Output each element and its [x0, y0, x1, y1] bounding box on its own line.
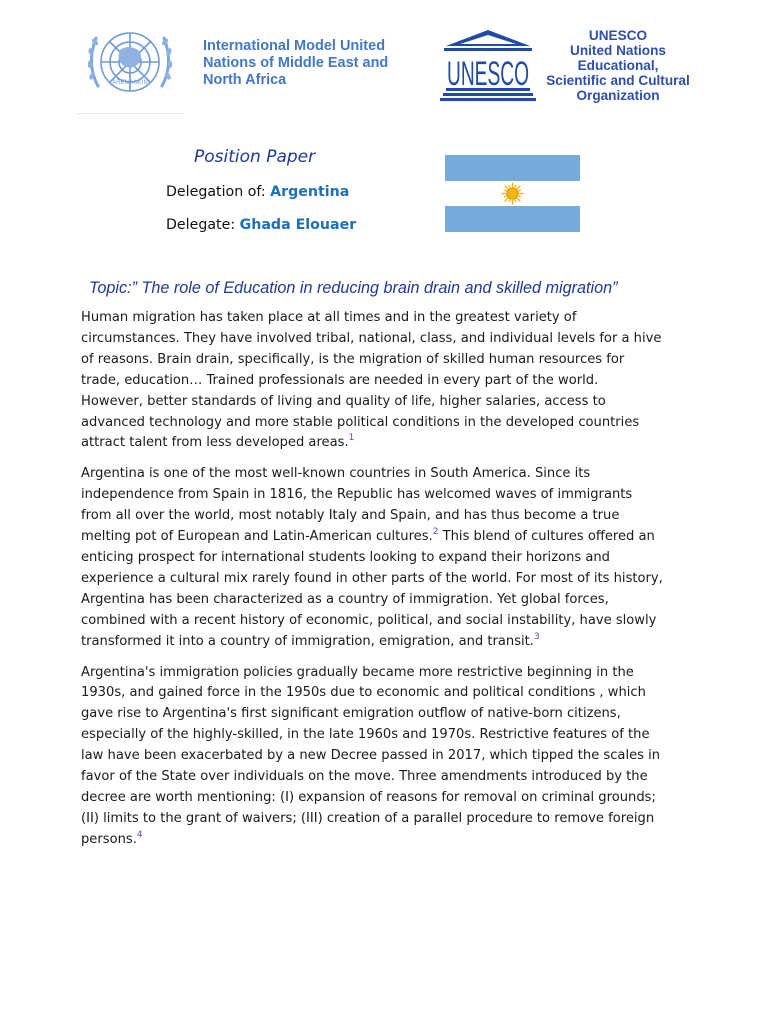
footnote-marker[interactable]: 2: [432, 527, 439, 538]
text-line: circumstances. They have involved tribal, national, class, and individual levels for a hive: [81, 330, 662, 346]
text-segment: attract talent from less developed areas.: [81, 435, 349, 451]
unesco-title-line: Scientific and Cultural: [546, 73, 690, 88]
text-segment: melting pot of European and Latin-American cultures.: [81, 529, 433, 545]
unesco-temple-logo: [440, 28, 536, 102]
imun-title-line: North Africa: [203, 72, 287, 88]
text-line: favor of the State over individuals on the move. Three amendments introduced by the: [81, 769, 648, 785]
text-line: decree are worth mentioning: (I) expansion of reasons for removal on criminal grounds;: [81, 789, 656, 805]
text-segment: persons.: [81, 831, 137, 847]
text-line: [81, 433, 691, 454]
text-line: enticing prospect for international students looking to expand their horizons and: [81, 549, 610, 565]
paragraph-argentina-history: [81, 464, 691, 652]
footnote-marker[interactable]: 1: [348, 433, 355, 444]
delegation-line: [166, 184, 349, 200]
un-emblem-logo: [76, 14, 184, 114]
text-line: However, better standards of living and quality of life, higher salaries, access to: [81, 393, 606, 409]
unesco-organization-title: [536, 28, 700, 103]
text-segment: This blend of cultures offered an: [438, 529, 655, 545]
body-text: [81, 306, 691, 851]
text-line: [81, 830, 691, 851]
delegate-value: Ghada Elouaer: [239, 217, 357, 233]
footnote-marker[interactable]: 4: [136, 829, 143, 840]
text-line: especially of the highly-skilled, in the late 1960s and 1970s. Restrictive features of the: [81, 727, 650, 743]
logo-divider: [76, 113, 184, 114]
text-line: [81, 632, 691, 653]
text-line: trade, education… Trained professionals are needed in every part of the world.: [81, 372, 599, 388]
text-line: independence from Spain in 1816, the Republic has welcomed waves of immigrants: [81, 487, 633, 503]
text-line: from all over the world, most notably Italy and Spain, and has thus become a true: [81, 508, 620, 524]
delegate-line: [166, 217, 356, 233]
position-paper-title: Position Paper: [194, 147, 316, 167]
text-line: of reasons. Brain drain, specifically, is the migration of skilled human resources for: [81, 351, 625, 367]
text-line: law have been exacerbated by a new Decree passed in 2017, which tipped the scales in: [81, 748, 661, 764]
paragraph-immigration-policy: [81, 663, 691, 851]
text-line: [81, 527, 691, 548]
imun-title-line: Nations of Middle East and: [203, 55, 389, 71]
text-line: Argentina is one of the most well-known countries in South America. Since its: [81, 466, 591, 482]
text-line: experience a cultural mix rarely found in other parts of the world. For most of its history,: [81, 570, 663, 586]
unesco-title-line: Organization: [576, 88, 660, 103]
unesco-logo-lettering: UNESCO: [447, 55, 529, 93]
footnote-marker[interactable]: 3: [533, 631, 540, 642]
text-segment: transformed it into a country of immigration, emigration, and transit.: [81, 633, 534, 649]
unesco-title-line: United Nations: [570, 43, 666, 58]
un-logo-lettering: ARENA MUN: [112, 80, 148, 86]
text-line: Argentina's immigration policies gradually became more restrictive beginning in the: [81, 664, 634, 680]
imun-title-line: International Model United: [203, 38, 386, 54]
topic-heading: Topic:” The role of Education in reducing brain drain and skilled migration”: [89, 279, 618, 297]
text-line: (II) limits to the grant of waivers; (III) creation of a parallel procedure to remove foreign: [81, 810, 655, 826]
text-line: combined with a recent history of economic, political, and social instability, have slowly: [81, 612, 657, 628]
argentina-flag: [445, 155, 580, 232]
text-line: Human migration has taken place at all times and in the greatest variety of: [81, 310, 577, 325]
delegate-label: Delegate:: [166, 217, 240, 233]
unesco-title-line: UNESCO: [588, 28, 648, 43]
paragraph-brain-drain: [81, 308, 691, 454]
text-line: gave rise to Argentina's first significant emigration outflow of native-born citizens,: [81, 706, 621, 722]
text-line: advanced technology and more stable political conditions in the developed countries: [81, 414, 640, 430]
unesco-title-line: Educational,: [577, 58, 659, 73]
text-line: Argentina has been characterized as a country of immigration. Yet global forces,: [81, 591, 609, 607]
imun-organization-title: [203, 38, 423, 89]
delegation-label: Delegation of:: [166, 184, 271, 200]
delegation-value: Argentina: [270, 184, 350, 200]
text-line: 1930s, and gained force in the 1950s due to economic and political conditions , which: [81, 685, 646, 701]
